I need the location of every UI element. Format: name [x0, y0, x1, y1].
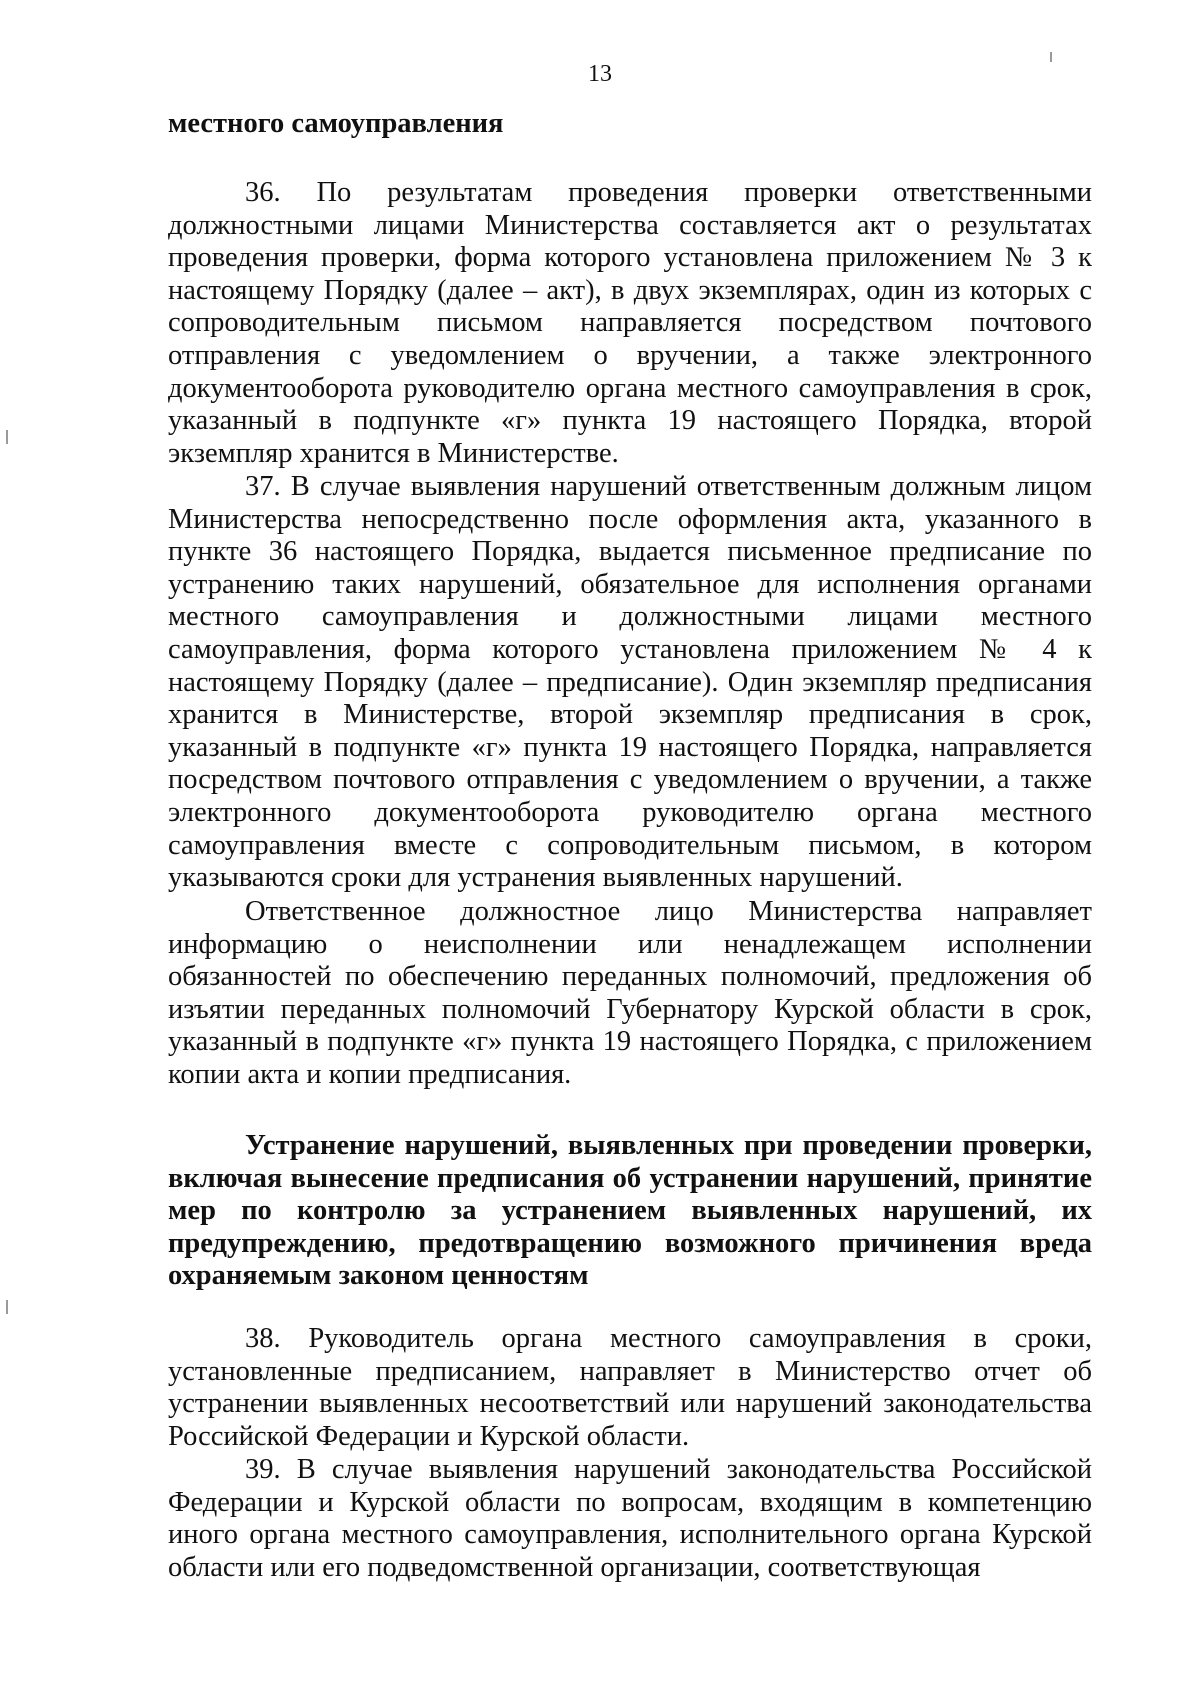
paragraph-37-continuation — [168, 896, 1092, 1092]
paragraph-36 — [168, 177, 1092, 470]
scan-artifact-mark — [1050, 52, 1052, 62]
paragraph-39-text: 39. В случае выявления нарушений законодательства Российской Федерации и Курской области по вопросам, входящим в компетенцию иного органа местного самоуправления, исполнительного органа Курской области или его подведомственной организации, соответствующая — [168, 1454, 1092, 1583]
paragraph-37-text: 37. В случае выявления нарушений ответственным должным лицом Министерства непосредственно после оформления акта, указанного в пункте 36 настоящего Порядка, выдается письменное предписание по устранению таких нарушений, обязательное для исполнения органами местного самоуправления и должностными лицами местного самоуправления, форма которого установлена приложением № 4 к настоящему Порядку (далее – предписание). Один экземпляр предписания хранится в Министерстве, второй экземпляр предписания в срок, указанный в подпункте «г» пункта 19 настоящего Порядка, направляется посредством почтового отправления с уведомлением о вручении, а также электронного документооборота руководителю органа местного самоуправления вместе с сопроводительным письмом, в котором указываются сроки для устранения выявленных нарушений. — [168, 471, 1092, 894]
paragraph-38-text: 38. Руководитель органа местного самоуправления в сроки, установленные предписанием, направляет в Министерство отчет об устранении выявленных несоответствий или нарушений законодательства Российской Федерации и Курской области. — [168, 1323, 1092, 1452]
paragraph-37-continuation-text: Ответственное должностное лицо Министерства направляет информацию о неисполнении или ненадлежащем исполнении обязанностей по обеспечению переданных полномочий, предложения об изъятии переданных полномочий Губернатору Курской области в срок, указанный в подпункте «г» пункта 19 настоящего Порядка, с приложением копии акта и копии предписания. — [168, 896, 1092, 1090]
section-heading: Устранение нарушений, выявленных при проведении проверки, включая вынесение предписания об устранении нарушений, принятие мер по контролю за устранением выявленных нарушений, их предупреждению, предотвращению возможного причинения вреда охраняемым законом ценностям — [168, 1130, 1092, 1292]
heading-continuation: местного самоуправления — [168, 108, 504, 139]
page-number: 13 — [588, 61, 612, 87]
paragraph-36-text: 36. По результатам проведения проверки ответственными должностными лицами Министерства составляется акт о результатах проведения проверки, форма которого установлена приложением № 3 к настоящему Порядку (далее – акт), в двух экземплярах, один из которых с сопроводительным письмом направляется посредством почтового отправления с уведомлением о вручении, а также электронного документооборота руководителю органа местного самоуправления в срок, указанный в подпункте «г» пункта 19 настоящего Порядка, второй экземпляр хранится в Министерстве. — [168, 177, 1092, 469]
paragraph-38 — [168, 1323, 1092, 1453]
paragraph-37 — [168, 471, 1092, 895]
scan-artifact-mark — [6, 430, 8, 444]
scan-artifact-mark — [6, 1300, 8, 1314]
paragraph-39 — [168, 1454, 1092, 1584]
